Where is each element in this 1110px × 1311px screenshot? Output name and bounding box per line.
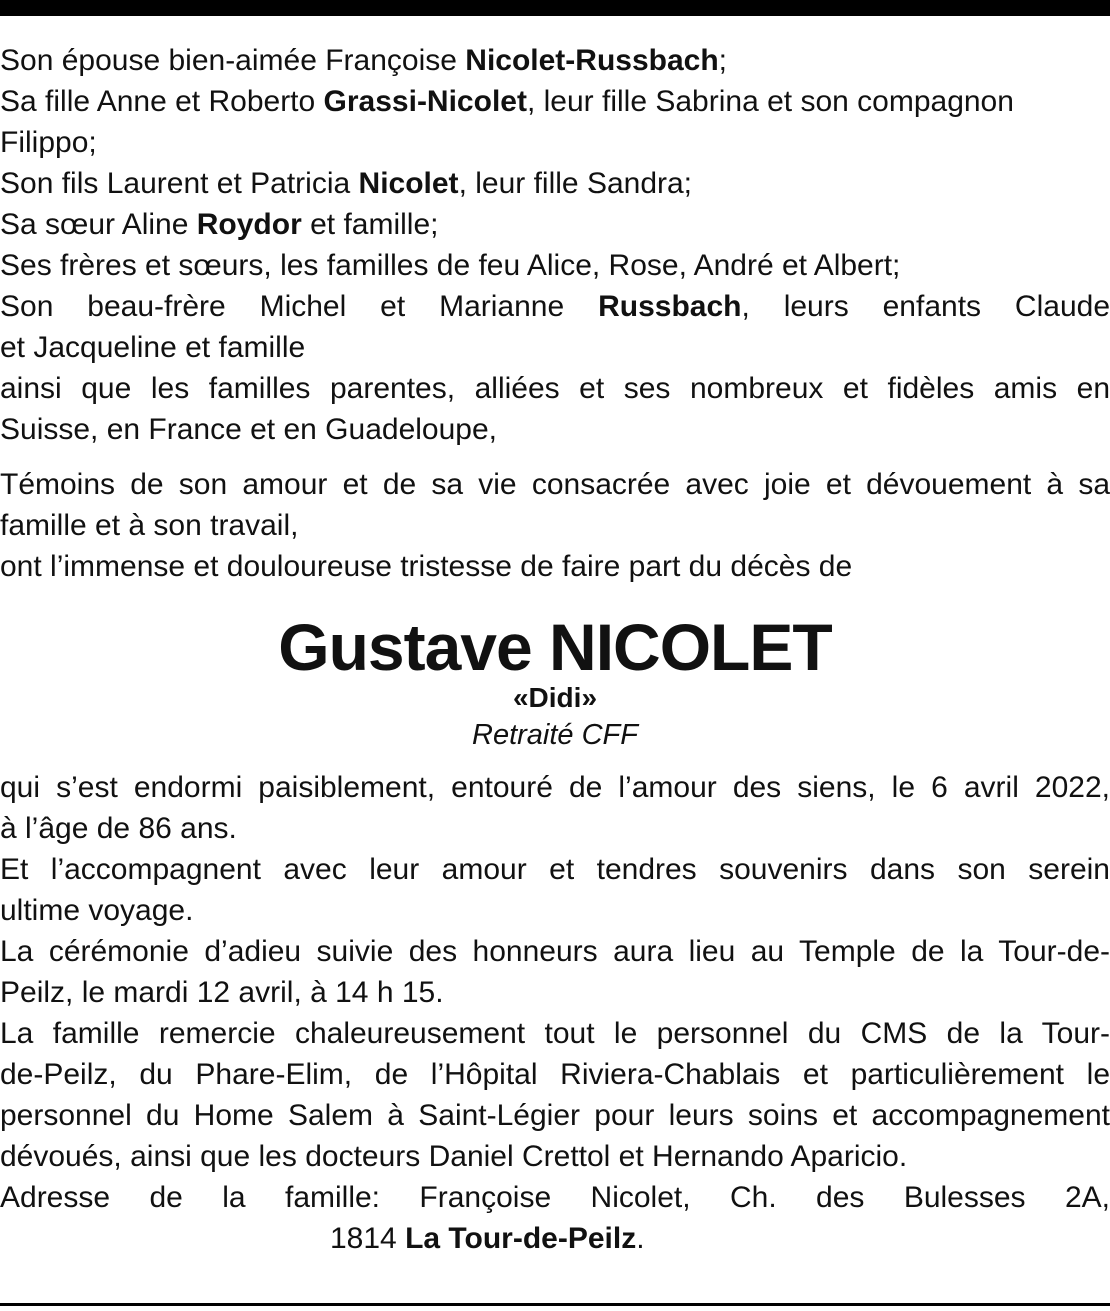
ceremony-line-2: Peilz, le mardi 12 avril, à 14 h 15. (0, 976, 444, 1009)
relatives-line-2: Suisse, en France et en Guadeloupe, (0, 413, 497, 446)
death-line: qui s’est endormi paisiblement, entouré de l’amour des siens, le 6 avril 2022, (0, 771, 1110, 804)
text: , leur fille Sabrina et son compagnon (526, 85, 1014, 118)
witness-line-3: ont l’immense et douloureuse tristesse de faire part du décès de (0, 550, 853, 583)
spouse-name: Nicolet-Russbach (465, 44, 719, 77)
text: . (636, 1222, 645, 1255)
city-name: La Tour-de-Peilz (405, 1222, 637, 1255)
spacer (0, 450, 1110, 464)
text: , leur fille Sandra; (458, 167, 693, 200)
death-line-2: à l’âge de 86 ans. (0, 812, 237, 845)
son-line (0, 163, 1110, 204)
text: , leurs enfants Claude (741, 290, 1110, 323)
deceased-profession: Retraité CFF (472, 719, 638, 751)
text: Son beau-frère Michel et Marianne (0, 290, 599, 323)
witness-line: Témoins de son amour et de sa vie consacrée avec joie et dévouement à sa (0, 468, 1110, 501)
witness-line-2: famille et à son travail, (0, 509, 299, 542)
text: Sa sœur Aline (0, 208, 197, 241)
brother-in-law-line (0, 286, 1110, 327)
spouse-line (0, 40, 1110, 81)
relatives-line: ainsi que les familles parentes, alliées et ses nombreux et fidèles amis en (0, 372, 1110, 405)
deceased-name: Gustave NICOLET (278, 610, 832, 684)
deceased-nickname: «Didi» (512, 682, 598, 713)
text: ; (718, 44, 728, 77)
daughter-line (0, 81, 1110, 122)
accompany-line: Et l’accompagnent avec leur amour et tendres souvenirs dans son serein (0, 853, 1110, 886)
thanks-line-2: de-Peilz, du Phare-Elim, de l’Hôpital Riviera-Chablais et particulièrement le (0, 1058, 1110, 1091)
accompany-line-2: ultime voyage. (0, 894, 194, 927)
text: et famille; (301, 208, 439, 241)
postcode: 1814 (330, 1222, 406, 1255)
brother-in-law-line-2: et Jacqueline et famille (0, 331, 306, 364)
top-rule (0, 0, 1110, 16)
thanks-line-4: dévoués, ainsi que les docteurs Daniel Crettol et Hernando Aparicio. (0, 1140, 908, 1173)
sister-name: Roydor (196, 208, 302, 241)
spacer (0, 755, 1110, 767)
daughter-name: Grassi-Nicolet (323, 85, 527, 118)
bottom-rule (0, 1303, 1110, 1306)
siblings-line: Ses frères et sœurs, les familles de feu Alice, Rose, André et Albert; (0, 249, 901, 282)
ceremony-line: La cérémonie d’adieu suivie des honneurs aura lieu au Temple de la Tour-de- (0, 935, 1110, 968)
sister-line (0, 204, 1110, 245)
brother-in-law-name: Russbach (598, 290, 742, 323)
daughter-line-2: Filippo; (0, 126, 97, 159)
address-line: Adresse de la famille: Françoise Nicolet, Ch. des Bulesses 2A, (0, 1181, 1110, 1214)
text: Son épouse bien-aimée Françoise (0, 44, 466, 77)
address-city-line (0, 1218, 1110, 1259)
text: Son fils Laurent et Patricia (0, 167, 359, 200)
text: Sa fille Anne et Roberto (0, 85, 324, 118)
son-name: Nicolet (358, 167, 459, 200)
obituary-notice (0, 40, 1110, 1259)
thanks-line-3: personnel du Home Salem à Saint-Légier pour leurs soins et accompagnement (0, 1099, 1110, 1132)
thanks-line: La famille remercie chaleureusement tout le personnel du CMS de la Tour- (0, 1017, 1110, 1050)
